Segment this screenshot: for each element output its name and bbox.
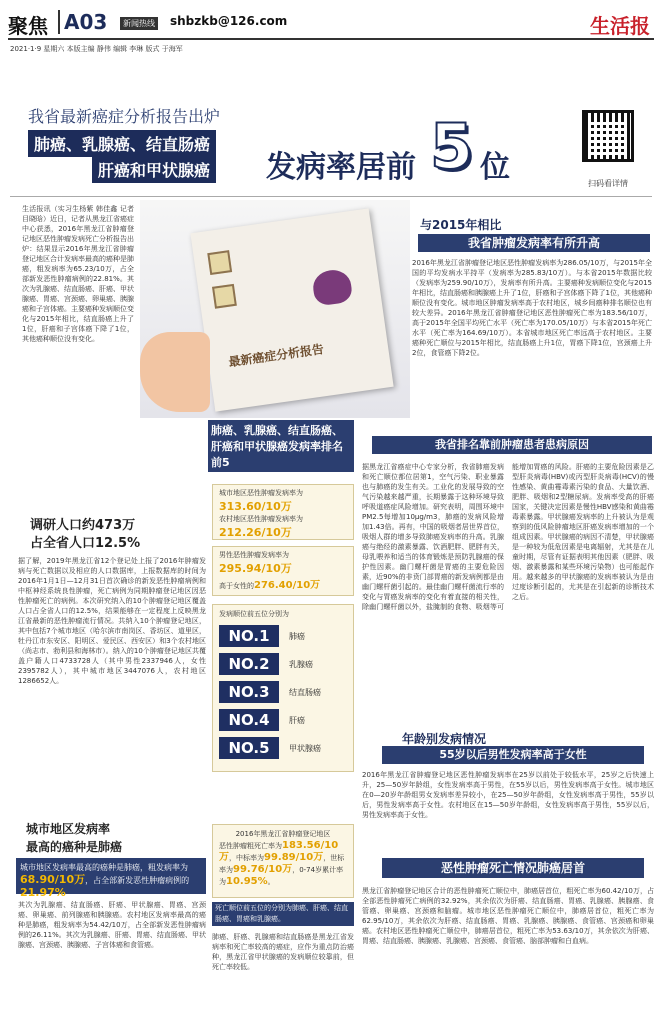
death-label-4: ，0-74岁累计率为: [219, 866, 344, 886]
rank-item: [219, 625, 347, 647]
rank-item: [219, 681, 347, 703]
illustration-caption: 肺癌、乳腺癌、结直肠癌、肝癌和甲状腺癌发病率排名前5: [208, 420, 354, 472]
death-end: 。: [267, 878, 275, 886]
qr-code[interactable]: [582, 110, 634, 162]
survey-heading-2: 占全省人口12.5%: [30, 536, 141, 551]
death-label-2: ，中标率为: [229, 854, 264, 862]
headline-block: [0, 100, 662, 190]
death-value-2: 99.89/10万: [264, 852, 324, 863]
urban-heading-1: 城市地区发病率: [26, 822, 111, 836]
urban-box-text2: ，占全部新发恶性肿瘤病例的: [85, 876, 190, 885]
urban-rate-label: 城市地区恶性肿瘤发病率为: [219, 489, 303, 497]
rank-number: NO.5: [219, 737, 279, 759]
urban-paragraph: 其次为乳腺癌、结直肠癌、肝癌、甲状腺癌、胃癌、宫颈癌、卵巢癌、前列腺癌和胰腺癌。农村地区发病率最高的癌种是肺癌，粗发病率为54.42/10万，占全部新发恶性肿瘤病例的26.11%。其次为乳腺癌、肝癌、胃癌、结直肠癌、甲状腺癌、宫颈癌、胰腺癌、子宫体癌和食管癌。: [18, 901, 206, 949]
rank-item: [219, 709, 347, 731]
section-name: 聚焦: [8, 14, 48, 38]
death-value-1: 183.56/10万: [219, 840, 339, 863]
rank-item: [219, 737, 347, 759]
male-rate-label: 男性恶性肿瘤发病率为: [219, 551, 289, 559]
headline-line1: 肺癌、乳腺癌、结直肠癌: [28, 130, 216, 157]
email: shbzkb@126.com: [170, 14, 288, 28]
death-value-4: 10.95%: [226, 876, 268, 887]
rank-cancer: 肝癌: [289, 715, 305, 725]
masthead: [8, 8, 654, 40]
report-paper: [190, 208, 393, 411]
rural-rate-label: 农村地区恶性肿瘤发病率为: [219, 515, 303, 523]
urban-rate-value: 313.60/10万: [219, 500, 292, 513]
death-rank-note: 死亡顺位前五位的分别为肺癌、肝癌、结直肠癌、胃癌和乳腺癌。: [212, 902, 354, 926]
death-label-1: 恶性肿瘤粗死亡率为: [219, 842, 282, 850]
rank-number: NO.3: [219, 681, 279, 703]
mortality-paragraph: 黑龙江省肿瘤登记地区合计的恶性肿瘤死亡顺位中，肺癌居首位，粗死亡率为60.42/10万，占全部恶性肿瘤死亡病例的32.92%，其余依次为肝癌、结直肠癌、胃癌、乳腺癌、胰腺癌、食管癌、卵巢癌、宫颈癌和脑瘤。城市地区恶性肿瘤死亡顺位中，肺癌居首位，粗死亡率为62.95/10万，其余依次为肝癌、结直肠癌、胃癌、乳腺癌、胰腺癌、食管癌、宫颈癌和卵巢癌。农村地区恶性肿瘤死亡顺位中，肺癌居首位，粗死亡率为53.63/10万，其余依次为肝癌、胃癌、结直肠癌、胰腺癌、乳腺癌、宫颈癌、食管癌、脑部肿瘤和白血病。: [362, 887, 654, 945]
rank-number: NO.4: [219, 709, 279, 731]
rank-cancer: 结直肠癌: [289, 687, 321, 697]
rank-number: NO.2: [219, 653, 279, 675]
rank-box: [212, 604, 354, 772]
headline-suffix: 位: [480, 150, 510, 185]
urban-rural-stat-box: [212, 484, 354, 540]
female-rate-label: 高于女性的: [219, 582, 254, 590]
mortality-bar: 恶性肿瘤死亡情况肺癌居首: [382, 858, 644, 878]
male-rate-value: 295.94/10万: [219, 562, 292, 575]
lead-paragraph: 生活报讯（实习生杨紫 韩佳鑫 记者目晓晗）近日，记者从黑龙江省癌症中心获悉，2016年黑龙江省肿瘤登记地区恶性肿瘤发病死亡分析报告出炉：结果显示2016年黑龙江省肿瘤登记地区合计发病率最高的癌种是肺癌，粗发病率为65.23/10万，占全部新发恶性肿瘤病例的22.81%。其次为乳腺癌、结直肠癌、肝癌、甲状腺癌、胃癌、宫颈癌、卵巢癌、胰腺癌和子宫体癌。主要癌种发病顺位变化与2015年相比，结直肠癌上升了1位，肝癌和子宫体癌下降了1位，其他癌种顺位没有变化。: [22, 205, 134, 343]
age-paragraph: 2016年黑龙江省肿瘤登记地区恶性肿瘤发病率在25岁以前处于较低水平，25岁之后快速上升，25—50岁年龄组，女性发病率高于男性，在55岁以后，男性发病率高于女性。城市地区在0—20岁年龄组男女发病率差异较小，在25—50岁年龄组，女性发病率高于男性，55岁以后，男性发病率高于女性。农村地区在15—50岁年龄组，女性发病率高于男性，55岁以后，男性发病率高于女性。: [362, 771, 654, 819]
urban-box-value2: 21.97%: [20, 886, 66, 899]
urban-box-text: 城市地区发病率最高的癌种是肺癌，粗发病率为: [20, 863, 188, 872]
headline-pre: 我省最新癌症分析报告出炉: [28, 107, 221, 126]
death-title: 2016年黑龙江省肿瘤登记地区: [235, 830, 331, 838]
report-title: 最新癌症分析报告: [227, 342, 325, 370]
headline-main: 发病率居前: [266, 150, 416, 185]
hotline-tag: 新闻热线: [120, 17, 158, 30]
urban-highlight-box: [16, 858, 206, 899]
report-illustration: [140, 200, 410, 418]
page-number: A03: [58, 10, 107, 34]
qr-caption: 扫码看详情: [588, 179, 628, 188]
death-stat-box: [212, 824, 354, 898]
rank-cancer: 乳腺癌: [289, 659, 313, 669]
newspaper-logo: 生活报: [590, 14, 650, 38]
urban-heading-2: 最高的癌种是肺癌: [26, 840, 123, 854]
age-bar: 55岁以后男性发病率高于女性: [382, 746, 644, 764]
survey-paragraph: 据了解，2019年黑龙江省12个登记处上报了2016年肿瘤发病与死亡数据以及相应的人口数据库，上报数据库的时间为2016年1月1日—12月31日首次确诊的新发恶性肿瘤病例和中枢神经系统良性肿瘤，死亡病例为同期肿瘤登记地区因恶性肿瘤死亡的病例。本次研究纳入的10个肿瘤登记地区覆盖人口占全省人口的12.5%，结果能够在一定程度上反映黑龙江省最新的恶性肿瘤流行情况。共纳入10个肿瘤登记地区，其中包括7个城市地区（哈尔滨市南岗区、香坊区、道里区，牡丹江市东安区、阳明区、爱民区、西安区）和3个农村地区（尚志市、勃利县和海林市）。纳入的10个肿瘤登记地区共覆盖户籍人口4733728人（其中男性2337946人，女性2395782人），其中城市地区3447076人，农村地区1286652人。: [18, 557, 206, 685]
rank-item: [219, 653, 347, 675]
compare-paragraph: 2016年黑龙江省肿瘤登记地区恶性肿瘤发病率为286.05/10万，与2015年全国的平均发病水平持平（发病率为285.83/10万）。与本省2015年数据比较（发病率为259.90/10万），发病率有所升高。主要癌种发病顺位变化与2015年相比，结直肠癌和胰腺癌上升了1位，肝癌和子宫体癌下降了1位，其他癌种顺位没有变化。城市地区肿瘤发病率高于农村地区，城乡间癌种排名顺位也有较大差异。2016年黑龙江省肿瘤登记地区恶性肿瘤死亡率为183.56/10万，高于2015年全国平均死亡水平（死亡率为170.05/10万）与本省2015年死亡水平（死亡率为164.69/10万）。本省城市地区死亡率远高于农村地区。主要癌种死亡顺位与2015年相比，结直肠癌上升1位，胃癌下降1位，宫颈癌上升2位，食管癌下降2位。: [412, 259, 652, 357]
rank-title: 发病顺位前五位分别为: [219, 610, 289, 618]
rank-cancer: 肺癌: [289, 631, 305, 641]
hand-icon: [140, 332, 210, 412]
cause-paragraph: 据黑龙江省癌症中心专家分析，我省肺癌发病和死亡顺位都位居第1，空气污染、职业暴露也与肺癌的发生有关。工业化的发展导致的空气污染越来越严重，长期暴露于这种环境导致呼吸道癌症风险增加。研究表明，周围环境中PM2.5每增加10μg/m3，肺癌的发病风险增加1.43倍。再有，中国的吸烟者居世界首位，吸烟人群的增多导致肺癌发病率的升高。乳腺癌与绝经的激素暴露、饮酒肥胖、肥胖有关，母乳喂养和适当的体育锻炼是预防乳腺癌的保护性因素。幽门螺杆菌是胃癌的主要危险因素，近90%的非贲门部胃癌的新发病例都是由幽门螺杆菌引起的。最佳幽门螺杆菌流行率的变化与胃癌发病率的变化有着直接的相关性，除幽门螺杆菌以外，盐腌制的食物、吸烟等可能增加胃癌的风险。肝癌的主要危险因素是乙型肝炎病毒(HBV)或丙型肝炎病毒(HCV)的慢性感染、黄曲霉毒素污染的食品、大量饮酒、肥胖、吸烟和2型糖尿病。发病率受高的肝癌国家，关键决定因素是慢性HBV感染和黄曲霉毒素暴露。甲状腺癌发病率的上升被认为是观察到的低风险肿瘤地区肝癌发病率增加的一个组成因素。甲状腺癌的病因不清楚，甲状腺癌是一种较为低危因素是电离辐射，尤其是在儿童时期，尽管有证据表明其他因素（肥胖、吸烟、激素暴露和某些环境污染物）也可能起作用。越来越多的甲状腺癌的发病率被认为是由过度诊断引起的，尤其是在引起新的诊断技术之后。: [362, 463, 654, 611]
key-cancers-note: 肺癌、肝癌、乳腺癌和结直肠癌是黑龙江省发病率和死亡率较高的癌症，应作为重点防治癌种，黑龙江省甲状腺癌的发病顺位较靠前，但死亡率较低。: [212, 933, 354, 971]
female-rate-value: 276.40/10万: [254, 580, 321, 591]
compare-heading: 与2015年相比: [420, 218, 502, 232]
rank-number: NO.1: [219, 625, 279, 647]
gender-stat-box: [212, 546, 354, 596]
headline-number: 5: [430, 110, 474, 183]
survey-heading-1: 调研人口约473万: [30, 518, 136, 533]
compare-bar: 我省肿瘤发病率有所升高: [418, 234, 650, 252]
headline-divider: [10, 196, 652, 197]
urban-box-value: 68.90/10万: [20, 873, 86, 886]
death-label-3: ，世标率为: [219, 854, 345, 874]
skull-icon: [311, 268, 353, 307]
headline-line2: 肝癌和甲状腺癌: [92, 156, 216, 183]
checkbox-icon: [212, 284, 237, 309]
masthead-meta: 2021·1·9 星期六 本版主编 静伟 编辑 李琳 版式 于海军: [10, 45, 183, 53]
death-value-3: 99.76/10万: [233, 864, 293, 875]
age-heading: 年龄别发病情况: [402, 732, 487, 746]
cause-bar: 我省排名靠前肿瘤患者患病原因: [372, 436, 652, 454]
rural-rate-value: 212.26/10万: [219, 526, 292, 539]
checkbox-icon: [207, 250, 232, 275]
rank-cancer: 甲状腺癌: [289, 743, 321, 753]
